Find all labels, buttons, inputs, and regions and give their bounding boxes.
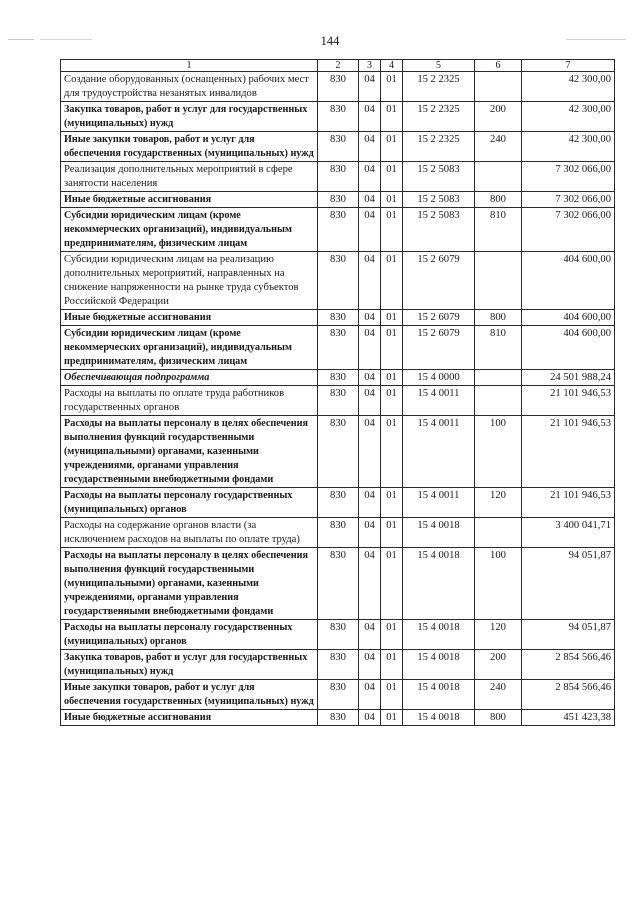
table-row [61,416,615,488]
subsection-code-cell: 01 [381,488,403,518]
subsection-code-cell: 01 [381,370,403,386]
expense-name-cell: Иные бюджетные ассигнования [61,192,318,208]
expense-name-cell: Закупка товаров, работ и услуг для государственных (муниципальных) нужд [61,650,318,680]
ministry-code-cell: 830 [318,208,359,252]
target-article-cell: 15 4 0011 [403,416,475,488]
ministry-code-cell: 830 [318,386,359,416]
ministry-code-cell: 830 [318,710,359,726]
table-header-row [61,60,615,72]
table-row [61,680,615,710]
section-code-cell: 04 [359,192,381,208]
expense-type-cell: 800 [475,192,522,208]
amount-cell: 7 302 066,00 [522,192,615,208]
table-row [61,386,615,416]
target-article-cell: 15 4 0018 [403,620,475,650]
budget-table [60,59,615,726]
ministry-code-cell: 830 [318,518,359,548]
section-code-cell: 04 [359,72,381,102]
section-code-cell: 04 [359,650,381,680]
subsection-code-cell: 01 [381,620,403,650]
amount-cell: 42 300,00 [522,72,615,102]
target-article-cell: 15 2 2325 [403,132,475,162]
section-code-cell: 04 [359,326,381,370]
amount-cell: 94 051,87 [522,548,615,620]
section-code-cell: 04 [359,488,381,518]
amount-cell: 2 854 566,46 [522,680,615,710]
table-row [61,310,615,326]
expense-name-cell: Иные бюджетные ассигнования [61,310,318,326]
expense-name-cell: Иные бюджетные ассигнования [61,710,318,726]
amount-cell: 2 854 566,46 [522,650,615,680]
target-article-cell: 15 4 0011 [403,488,475,518]
subsection-code-cell: 01 [381,72,403,102]
section-code-cell: 04 [359,162,381,192]
target-article-cell: 15 2 6079 [403,326,475,370]
amount-cell: 21 101 946,53 [522,386,615,416]
expense-type-cell: 100 [475,548,522,620]
column-header: 6 [475,60,522,72]
expense-type-cell [475,72,522,102]
ministry-code-cell: 830 [318,102,359,132]
target-article-cell: 15 2 5083 [403,192,475,208]
amount-cell: 42 300,00 [522,102,615,132]
section-code-cell: 04 [359,710,381,726]
subsection-code-cell: 01 [381,208,403,252]
expense-type-cell: 120 [475,620,522,650]
table-row [61,252,615,310]
ministry-code-cell: 830 [318,370,359,386]
expense-type-cell [475,370,522,386]
amount-cell: 404 600,00 [522,326,615,370]
ministry-code-cell: 830 [318,192,359,208]
subsection-code-cell: 01 [381,416,403,488]
table-row [61,548,615,620]
amount-cell: 24 501 988,24 [522,370,615,386]
amount-cell: 404 600,00 [522,310,615,326]
expense-type-cell: 100 [475,416,522,488]
subsection-code-cell: 01 [381,518,403,548]
expense-name-cell: Расходы на выплаты по оплате труда работников государственных органов [61,386,318,416]
ministry-code-cell: 830 [318,310,359,326]
section-code-cell: 04 [359,132,381,162]
target-article-cell: 15 4 0018 [403,680,475,710]
expense-type-cell: 120 [475,488,522,518]
expense-type-cell: 200 [475,102,522,132]
subsection-code-cell: 01 [381,386,403,416]
target-article-cell: 15 4 0018 [403,518,475,548]
expense-type-cell: 240 [475,680,522,710]
section-code-cell: 04 [359,548,381,620]
target-article-cell: 15 4 0018 [403,548,475,620]
target-article-cell: 15 2 5083 [403,162,475,192]
expense-type-cell [475,386,522,416]
table-row [61,488,615,518]
amount-cell: 21 101 946,53 [522,416,615,488]
amount-cell: 7 302 066,00 [522,162,615,192]
section-code-cell: 04 [359,310,381,326]
target-article-cell: 15 4 0011 [403,386,475,416]
subsection-code-cell: 01 [381,310,403,326]
section-code-cell: 04 [359,386,381,416]
page-number: 144 [320,34,340,48]
section-code-cell: 04 [359,518,381,548]
ministry-code-cell: 830 [318,488,359,518]
section-code-cell: 04 [359,680,381,710]
amount-cell: 21 101 946,53 [522,488,615,518]
ministry-code-cell: 830 [318,548,359,620]
expense-name-cell: Расходы на содержание органов власти (за исключением расходов на выплаты по оплате труда) [61,518,318,548]
expense-name-cell: Расходы на выплаты персоналу в целях обеспечения выполнения функций государственными (муниципальными) органами, казенными учреждениями, органами управления государственными внебюджетными фондами [61,416,318,488]
ministry-code-cell: 830 [318,326,359,370]
table-row [61,192,615,208]
expense-type-cell: 800 [475,310,522,326]
section-code-cell: 04 [359,252,381,310]
ministry-code-cell: 830 [318,620,359,650]
section-code-cell: 04 [359,208,381,252]
expense-name-cell: Субсидии юридическим лицам (кроме некоммерческих организаций), индивидуальным предпринимателям, физическим лицам [61,326,318,370]
section-code-cell: 04 [359,620,381,650]
expense-type-cell [475,252,522,310]
expense-type-cell: 810 [475,208,522,252]
table-row [61,72,615,102]
expense-type-cell: 240 [475,132,522,162]
ministry-code-cell: 830 [318,252,359,310]
subsection-code-cell: 01 [381,102,403,132]
subsection-code-cell: 01 [381,710,403,726]
section-code-cell: 04 [359,370,381,386]
table-row [61,208,615,252]
amount-cell: 42 300,00 [522,132,615,162]
column-header: 1 [61,60,318,72]
column-header: 7 [522,60,615,72]
table-row [61,370,615,386]
table-row [61,132,615,162]
subsection-code-cell: 01 [381,680,403,710]
amount-cell: 3 400 041,71 [522,518,615,548]
target-article-cell: 15 2 5083 [403,208,475,252]
expense-name-cell: Закупка товаров, работ и услуг для государственных (муниципальных) нужд [61,102,318,132]
expense-name-cell: Обеспечивающая подпрограмма [61,370,318,386]
table-row [61,710,615,726]
expense-name-cell: Субсидии юридическим лицам на реализацию дополнительных мероприятий, направленных на снижение напряженности на рынке труда субъектов Российской Федерации [61,252,318,310]
target-article-cell: 15 2 6079 [403,252,475,310]
target-article-cell: 15 2 2325 [403,72,475,102]
column-header: 2 [318,60,359,72]
ministry-code-cell: 830 [318,650,359,680]
expense-type-cell: 810 [475,326,522,370]
subsection-code-cell: 01 [381,162,403,192]
target-article-cell: 15 4 0018 [403,650,475,680]
target-article-cell: 15 4 0018 [403,710,475,726]
table-row [61,650,615,680]
target-article-cell: 15 2 2325 [403,102,475,132]
amount-cell: 451 423,38 [522,710,615,726]
subsection-code-cell: 01 [381,252,403,310]
ministry-code-cell: 830 [318,162,359,192]
ministry-code-cell: 830 [318,72,359,102]
expense-name-cell: Иные закупки товаров, работ и услуг для обеспечения государственных (муниципальных) нужд [61,132,318,162]
amount-cell: 7 302 066,00 [522,208,615,252]
section-code-cell: 04 [359,102,381,132]
amount-cell: 404 600,00 [522,252,615,310]
expense-type-cell [475,518,522,548]
subsection-code-cell: 01 [381,548,403,620]
table-row [61,162,615,192]
table-row [61,326,615,370]
expense-name-cell: Субсидии юридическим лицам (кроме некоммерческих организаций), индивидуальным предпринимателям, физическим лицам [61,208,318,252]
subsection-code-cell: 01 [381,132,403,162]
subsection-code-cell: 01 [381,650,403,680]
section-code-cell: 04 [359,416,381,488]
column-header: 4 [381,60,403,72]
expense-name-cell: Иные закупки товаров, работ и услуг для обеспечения государственных (муниципальных) нужд [61,680,318,710]
expense-type-cell [475,162,522,192]
expense-name-cell: Расходы на выплаты персоналу государственных (муниципальных) органов [61,488,318,518]
table-row [61,518,615,548]
expense-name-cell: Создание оборудованных (оснащенных) рабочих мест для трудоустройства незанятых инвалидов [61,72,318,102]
ministry-code-cell: 830 [318,132,359,162]
table-row [61,620,615,650]
ministry-code-cell: 830 [318,416,359,488]
table-row [61,102,615,132]
ministry-code-cell: 830 [318,680,359,710]
target-article-cell: 15 4 0000 [403,370,475,386]
subsection-code-cell: 01 [381,326,403,370]
expense-name-cell: Расходы на выплаты персоналу государственных (муниципальных) органов [61,620,318,650]
expense-type-cell: 800 [475,710,522,726]
expense-type-cell: 200 [475,650,522,680]
subsection-code-cell: 01 [381,192,403,208]
column-header: 5 [403,60,475,72]
amount-cell: 94 051,87 [522,620,615,650]
expense-name-cell: Реализация дополнительных мероприятий в сфере занятости населения [61,162,318,192]
target-article-cell: 15 2 6079 [403,310,475,326]
column-header: 3 [359,60,381,72]
expense-name-cell: Расходы на выплаты персоналу в целях обеспечения выполнения функций государственными (муниципальными) органами, казенными учреждениями, органами управления государственными внебюджетными фондами [61,548,318,620]
